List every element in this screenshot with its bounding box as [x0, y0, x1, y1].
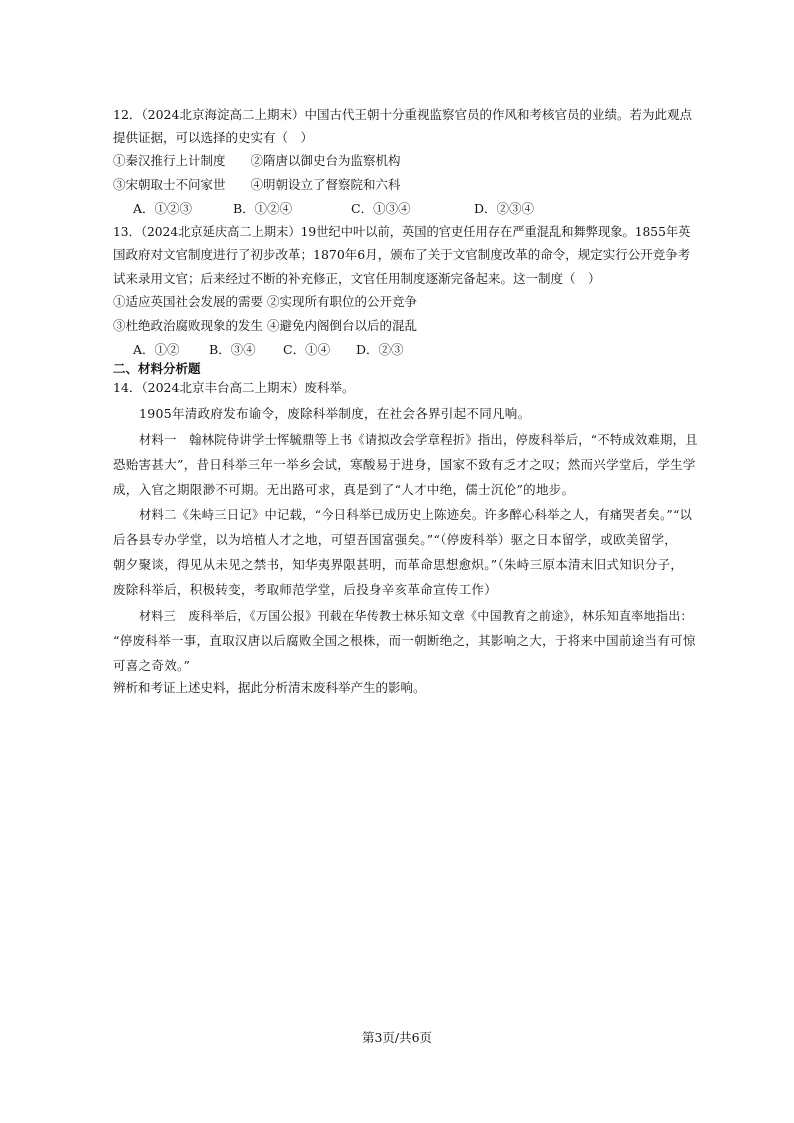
material-2-line-3: 朝夕聚谈，得见从未见之禁书，知华夷界限甚明，而革命思想愈炽。”（朱峙三原本清末旧式知识分子，: [113, 557, 684, 572]
q12-choice-c: C．①③④: [351, 201, 411, 216]
material-1-line-1: 材料一 翰林院侍讲学士恽毓鼎等上书《请拟改会学章程折》指出，停废科举后，“不特成效难期，且: [139, 433, 698, 447]
material-2-line-2: 后各县专办学堂，以为培植人才之地，可望吾国富强矣。”“（停废科举）驱之日本留学，或欧美留学，: [113, 532, 678, 547]
material-1-line-2: 恐贻害甚大”，昔日科举三年一举乡会试，寒酸易于进身，国家不致有乏才之叹；然而兴学堂后，学生学: [113, 457, 696, 472]
q12-choices: [133, 200, 534, 218]
q13-options-row-1: ①适应英国社会发展的需要 ②实现所有职位的公开竞争: [113, 294, 417, 309]
section-heading: 二、材料分析题: [113, 361, 201, 376]
q13-stem-line-2: 国政府对文官制度进行了初步改革；1870年6月，颁布了关于文官制度改革的命令，规定实行公开竞争考: [113, 247, 691, 262]
material-3-line-2: “停废科举一事，直取汉唐以后腐败全国之根株，而一朝断绝之，其影响之大，于将来中国前途当有可惊: [113, 633, 696, 648]
q12-choice-b: B．①②④: [233, 201, 293, 216]
q13-choices: [133, 341, 404, 359]
q13-stem-line-1: 13．（2024北京延庆高二上期末）19世纪中叶以前，英国的官吏任用存在严重混乱和舞弊现象。1855年英: [113, 225, 691, 239]
page-number: 第3页/共6页: [361, 1030, 433, 1045]
q12-choice-a: A．①②③: [133, 201, 193, 216]
q13-choice-a: A．①②: [133, 342, 180, 357]
material-1-line-3: 成，入官之期限渺不可期。无出路可求，真是到了“人才中绝，儒士沉伦”的地步。: [113, 482, 575, 497]
q12-stem-line-2: 提供证据，可以选择的史实有（ ）: [113, 130, 314, 145]
q12-stem-line-1: 12．（2024北京海淀高二上期末）中国古代王朝十分重视监察官员的作风和考核官员的业绩。若为此观点: [113, 107, 692, 122]
q13-options-row-2: ③杜绝政治腐败现象的发生 ④避免内阁倒台以后的混乱: [113, 318, 417, 333]
material-2-line-1: 材料二《朱峙三日记》中记载，“今日科举已成历史上陈迹矣。许多醉心科举之人，有痛哭者矣。”“以: [139, 508, 693, 522]
q13-choice-c: C．①④: [283, 342, 331, 357]
q13-stem-line-3: 试来录用文官；后来经过不断的补充修正，文官任用制度逐渐完备起来。这一制度（ ）: [113, 271, 601, 286]
q12-choice-d: D．②③④: [474, 201, 535, 216]
material-3-line-1: 材料三 废科举后，《万国公报》刊载在华传教士林乐知文章《中国教育之前途》，林乐知直率地指出：: [139, 609, 693, 623]
q13-choice-d: D．②③: [356, 342, 404, 357]
q12-options-row-2: ③宋朝取士不问家世 ④明朝设立了督察院和六科: [113, 177, 401, 192]
material-2-line-4: 废除科举后，积极转变，考取师范学堂，后投身辛亥革命宣传工作）: [113, 582, 498, 597]
q13-choice-b: B．③④: [209, 342, 256, 357]
q14-intro: 1905年清政府发布谕令，废除科举制度，在社会各界引起不同凡响。: [139, 406, 531, 421]
material-3-line-3: 可喜之奇效。”: [113, 658, 191, 673]
q14-stem: 14．（2024北京丰台高二上期末）废科举。: [113, 380, 355, 395]
q14-task: 辨析和考证上述史料，据此分析清末废科举产生的影响。: [113, 680, 426, 695]
q12-options-row-1: ①秦汉推行上计制度 ②隋唐以御史台为监察机构: [113, 153, 401, 168]
